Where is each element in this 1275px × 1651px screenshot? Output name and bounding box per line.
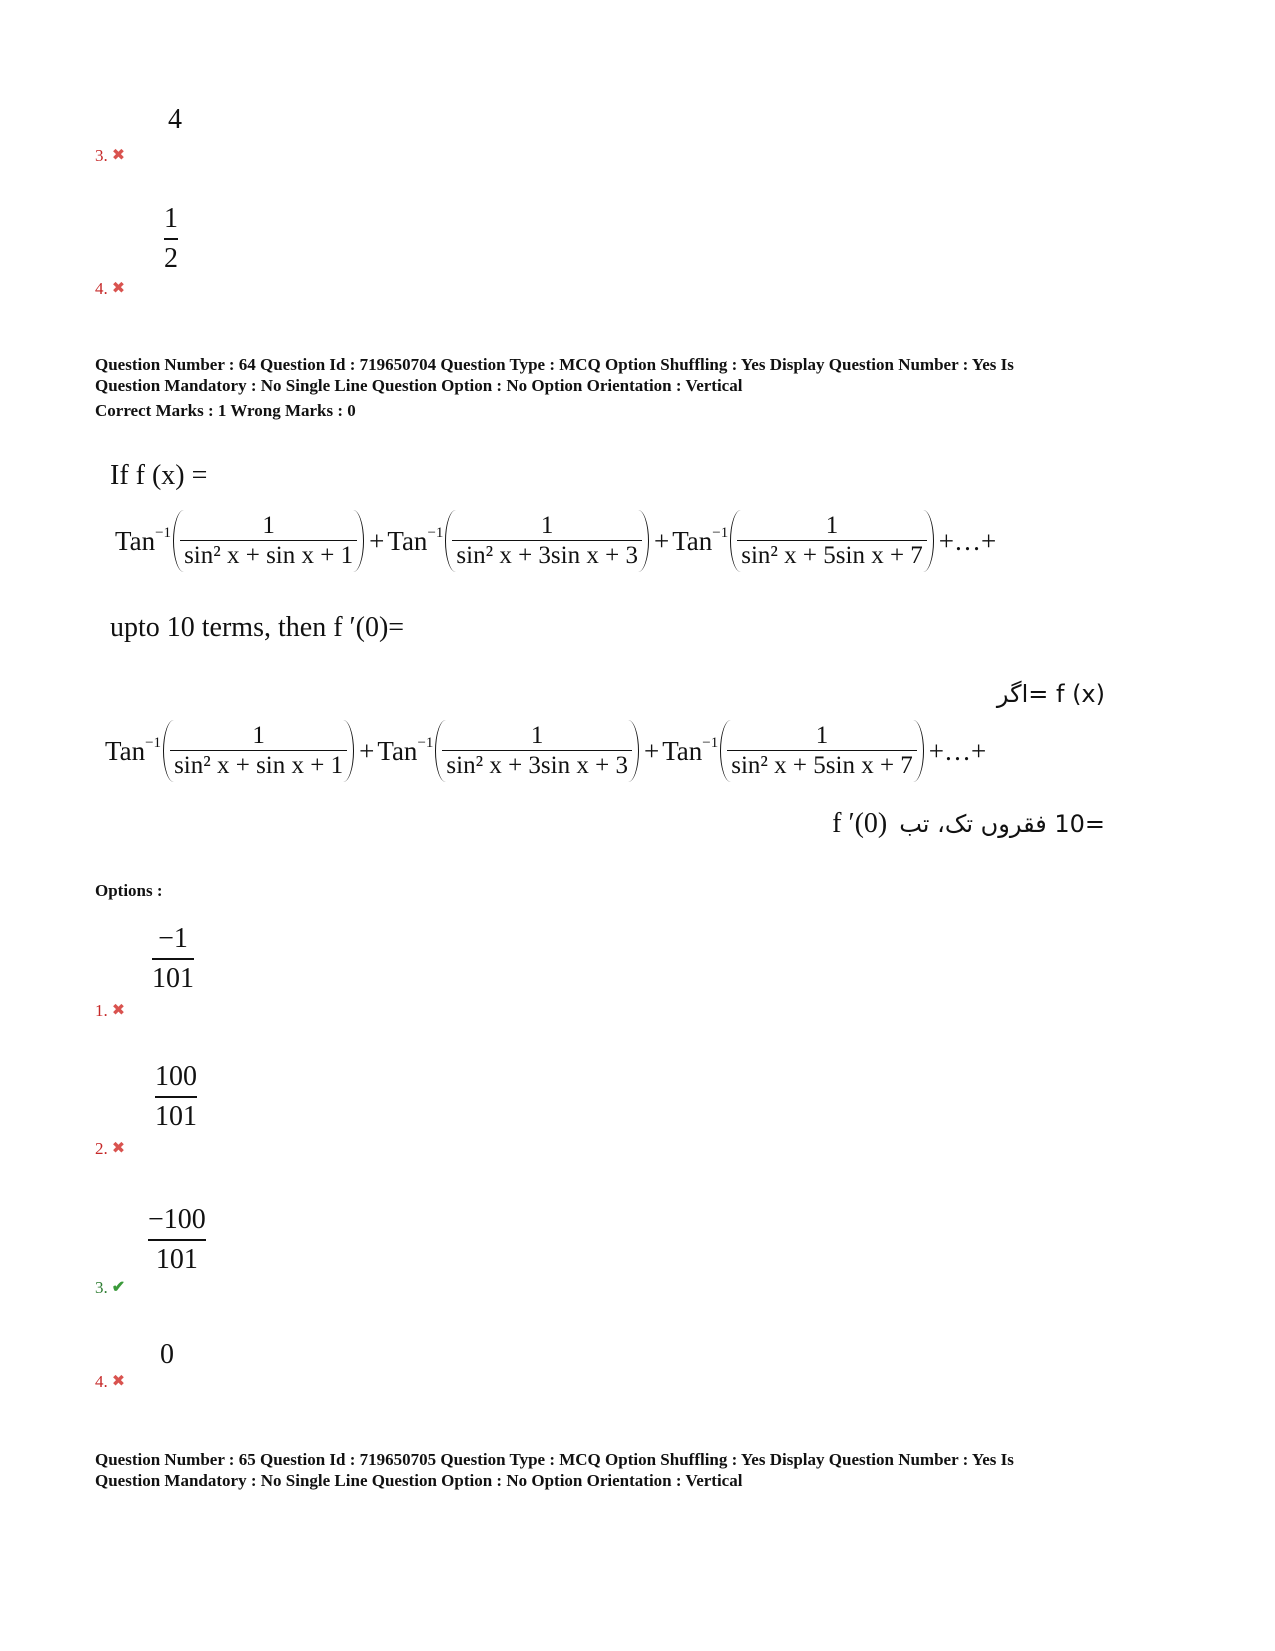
question-64-meta <box>95 354 1195 396</box>
term-2: $\frac{1}{\text{sin² x + 3sin x + 3}}$ <box>445 510 649 572</box>
meta-line-1: Question Number : 65 Question Id : 719650705 Question Type : MCQ Option Shuffling : Yes Display Question Number : Yes Is <box>95 1450 1014 1469</box>
question-series-en: Tan$^{-1}$ $\frac{1}{\text{sin² x + sin x + 1}}$ + Tan$^{-1}$ $\frac{1}{\text{sin² x + 3sin x + 3}}$ + Tan$^{-1}$ $\frac{1}{\text{sin² x + 5sin x + 7}}$ +…+ <box>115 510 999 572</box>
option-3-value: 4 <box>168 104 182 135</box>
denominator: 2 <box>164 243 178 275</box>
option-3-marker <box>95 1278 125 1298</box>
tan-inverse: Tan$^{-1}$ <box>662 735 719 766</box>
cross-icon: ✖ <box>111 147 126 164</box>
term-2: $\frac{1}{\text{sin² x + 3sin x + 3}}$ <box>435 720 639 782</box>
meta-line-2: Question Mandatory : No Single Line Question Option : No Option Orientation : Vertical <box>95 1471 743 1490</box>
tan-inverse: Tan$^{-1}$ <box>377 735 434 766</box>
term-3: $\frac{1}{\text{sin² x + 5sin x + 7}}$ <box>730 510 934 572</box>
term-1: $\frac{1}{\text{sin² x + sin x + 1}}$ <box>173 510 364 572</box>
options-label: Options : <box>95 881 163 900</box>
tan-inverse: Tan$^{-1}$ <box>115 525 172 556</box>
option-4-marker <box>95 1372 125 1392</box>
cross-icon: ✖ <box>111 1373 126 1390</box>
denominator: 101 <box>155 1244 198 1276</box>
denominator: 101 <box>155 1101 197 1133</box>
option-number: 2. <box>95 1139 108 1158</box>
tan-inverse: Tan$^{-1}$ <box>387 525 444 556</box>
numerator: −100 <box>148 1204 206 1235</box>
option-number: 4. <box>95 279 108 298</box>
option-number: 3. <box>95 146 108 165</box>
check-icon: ✔ <box>111 1279 126 1296</box>
option-3-marker <box>95 146 125 166</box>
question-65-meta <box>95 1449 1195 1491</box>
option-number: 4. <box>95 1372 108 1391</box>
option-4-marker <box>95 279 125 299</box>
question-intro: If f (x) = <box>110 460 208 491</box>
meta-line-1: Question Number : 64 Question Id : 719650704 Question Type : MCQ Option Shuffling : Yes Display Question Number : Yes Is <box>95 355 1014 374</box>
option-2-marker <box>95 1139 125 1159</box>
term-3: $\frac{1}{\text{sin² x + 5sin x + 7}}$ <box>720 720 924 782</box>
numerator: 1 <box>164 203 178 234</box>
cross-icon: ✖ <box>111 1140 126 1157</box>
term-1: $\frac{1}{\text{sin² x + sin x + 1}}$ <box>163 720 354 782</box>
option-4-value: 0 <box>160 1339 174 1370</box>
numerator: 100 <box>155 1061 197 1092</box>
urdu-outro <box>832 808 1105 840</box>
option-1-marker <box>95 1001 125 1021</box>
urdu-outro-math: f ′(0) <box>832 808 888 839</box>
cross-icon: ✖ <box>111 1002 126 1019</box>
option-2-fraction <box>155 1061 197 1133</box>
option-1-fraction <box>152 923 194 995</box>
meta-line-2: Question Mandatory : No Single Line Question Option : No Option Orientation : Vertical <box>95 376 743 395</box>
urdu-outro-text: =10 فقروں تک، تب <box>899 810 1105 838</box>
question-outro: upto 10 terms, then f ′(0)= <box>110 612 405 643</box>
cross-icon: ✖ <box>111 280 126 297</box>
numerator: −1 <box>158 923 188 954</box>
urdu-intro: f (x) =اگر <box>996 680 1105 708</box>
tan-inverse: Tan$^{-1}$ <box>105 735 162 766</box>
option-3-fraction <box>148 1204 206 1276</box>
option-4-fraction <box>164 203 178 275</box>
tan-inverse: Tan$^{-1}$ <box>672 525 729 556</box>
option-number: 3. <box>95 1278 108 1297</box>
option-number: 1. <box>95 1001 108 1020</box>
question-series-ur: Tan$^{-1}$ $\frac{1}{\text{sin² x + sin x + 1}}$ + Tan$^{-1}$ $\frac{1}{\text{sin² x + 3sin x + 3}}$ + Tan$^{-1}$ $\frac{1}{\text{sin² x + 5sin x + 7}}$ +…+ <box>105 720 989 782</box>
question-64-marks: Correct Marks : 1 Wrong Marks : 0 <box>95 401 356 420</box>
denominator: 101 <box>152 963 194 995</box>
